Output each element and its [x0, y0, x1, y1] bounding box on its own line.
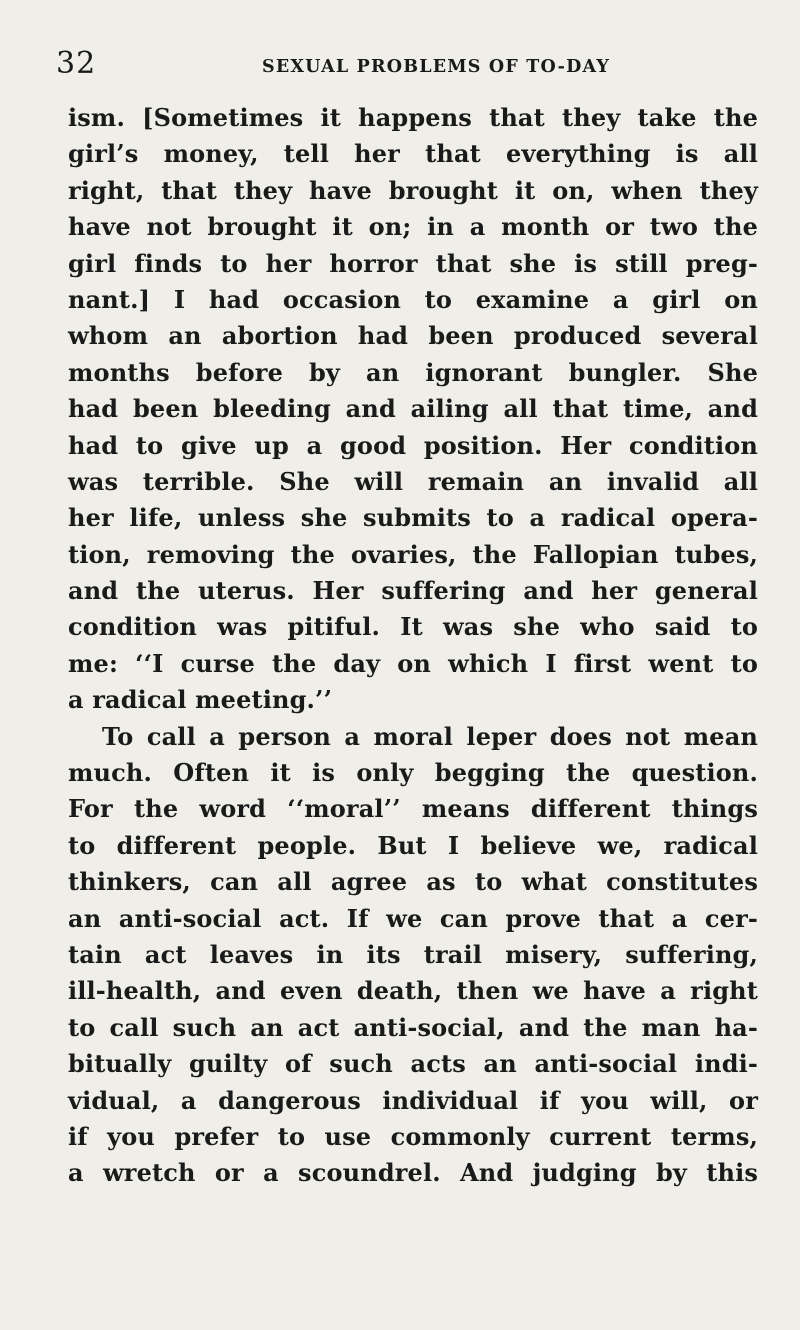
text-line: if you prefer to use commonly current terms, — [68, 1121, 758, 1151]
text-line: much. Often it is only begging the question. — [68, 758, 758, 788]
text-line: and the uterus. Her suffering and her general — [68, 576, 758, 606]
text-line: ism. [Sometimes it happens that they take the — [68, 103, 758, 132]
text-line: an anti-social act. If we can prove that a cer- — [68, 903, 758, 933]
text-line: months before by an ignorant bungler. She — [68, 357, 758, 387]
text-line: to different people. But I believe we, radical — [68, 830, 758, 860]
text-line: ill-health, and even death, then we have a right — [68, 976, 758, 1006]
text-line: whom an abortion had been produced several — [68, 321, 758, 351]
text-line: For the word ‘‘moral’’ means different things — [68, 794, 758, 824]
text-line: tain act leaves in its trail misery, suffering, — [68, 939, 758, 969]
text-line: had to give up a good position. Her condition — [68, 430, 758, 460]
text-line: a wretch or a scoundrel. And judging by this — [68, 1158, 758, 1188]
text-line: her life, unless she submits to a radical opera- — [68, 503, 758, 533]
text-line: vidual, a dangerous individual if you will, or — [68, 1085, 758, 1115]
text-line: me: ‘‘I curse the day on which I first went to — [68, 648, 758, 678]
page-number: 32 — [56, 46, 97, 81]
text-line: girl finds to her horror that she is still preg- — [68, 248, 758, 278]
text-line: condition was pitiful. It was she who said to — [68, 612, 758, 642]
text-line: to call such an act anti-social, and the man ha- — [68, 1012, 758, 1042]
text-line: girl’s money, tell her that everything is all — [68, 139, 758, 169]
body-text — [68, 100, 758, 1192]
text-line: bitually guilty of such acts an anti-social indi- — [68, 1049, 758, 1079]
running-head: SEXUAL PROBLEMS OF TO-DAY — [262, 57, 611, 77]
text-line: have not brought it on; in a month or two the — [68, 212, 758, 242]
text-line: thinkers, can all agree as to what constitutes — [68, 867, 758, 897]
text-line: nant.] I had occasion to examine a girl on — [68, 284, 758, 314]
paragraph-end-line: a radical meeting.’’ — [68, 685, 333, 715]
text-line: was terrible. She will remain an invalid all — [68, 466, 758, 496]
paragraph-first-line: To call a person a moral leper does not mean — [102, 721, 758, 751]
text-line: right, that they have brought it on, when they — [68, 175, 758, 205]
text-line: tion, removing the ovaries, the Fallopian tubes, — [68, 539, 758, 569]
text-line: had been bleeding and ailing all that time, and — [68, 394, 758, 424]
